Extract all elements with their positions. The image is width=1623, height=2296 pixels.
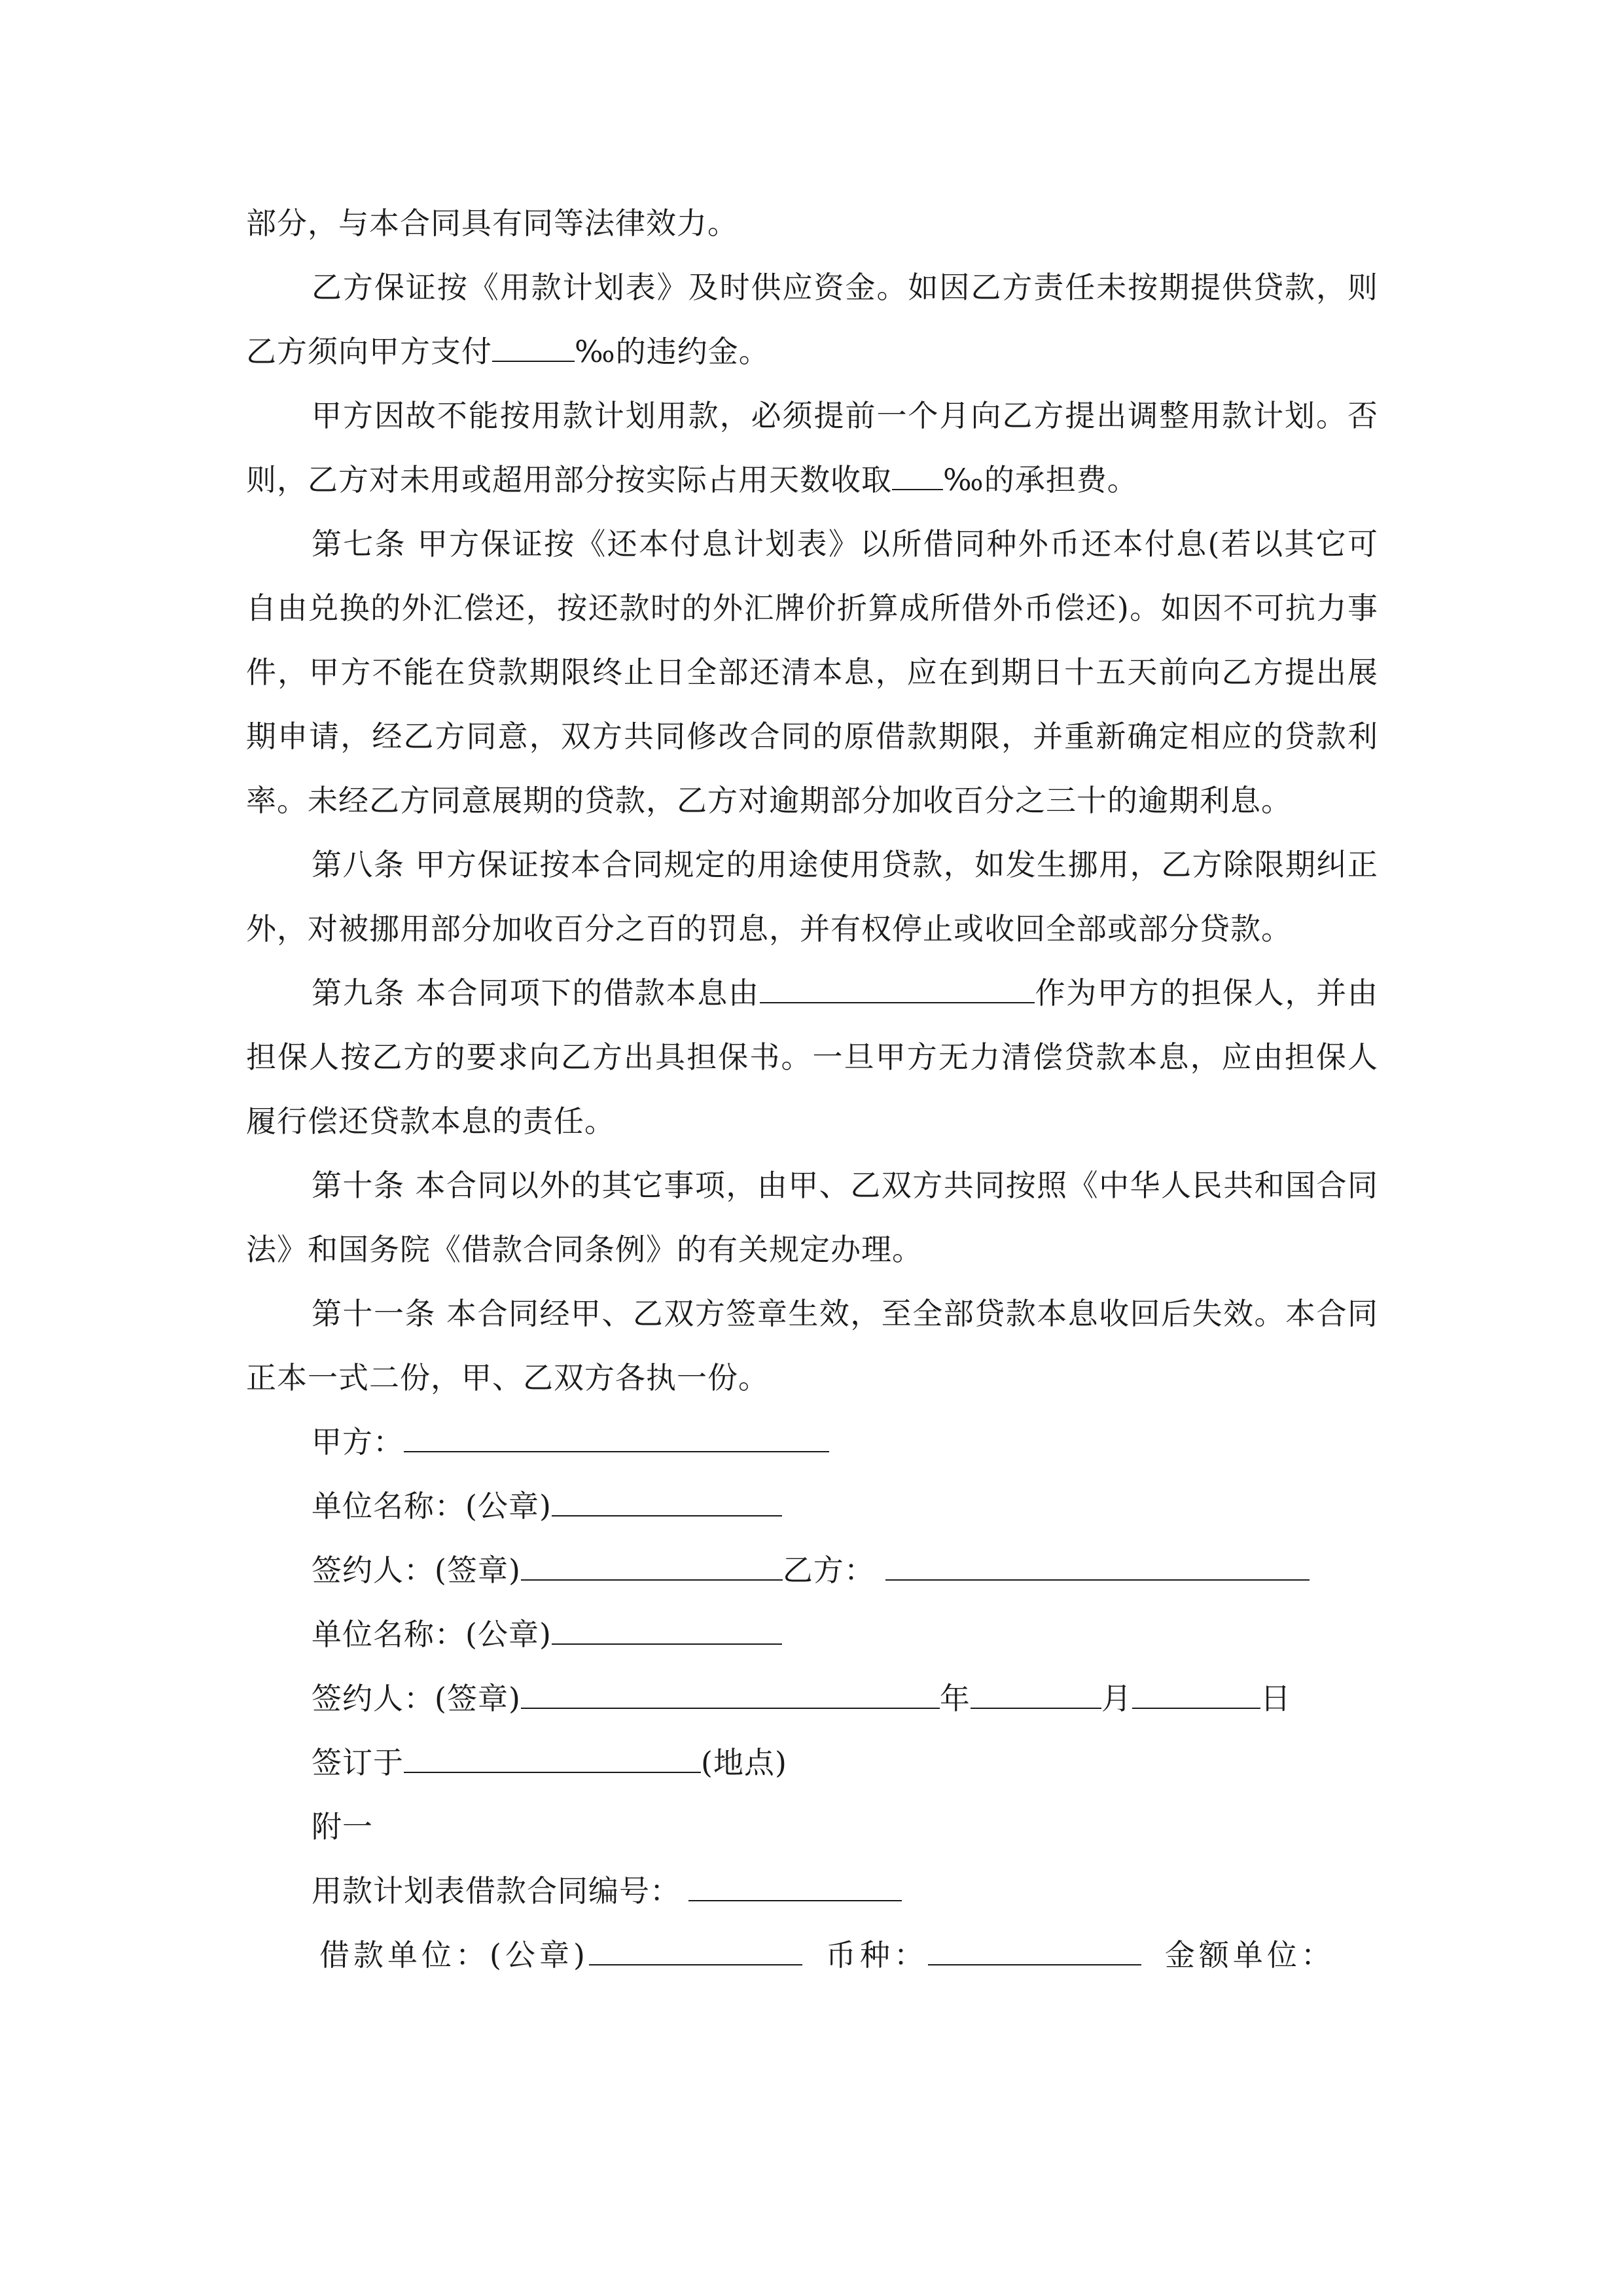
party-a-label: 甲方： [312, 1424, 404, 1460]
text: 第七条 甲方保证按《还本付息计划表》以所借同种外币还本付息(若以其它可自由兑换的外汇偿还，按还款时的外汇牌价折算成所借外币偿还)。如因不可抗力事件，甲方不能在贷款期限终止日全部还清本息，应在到期日十五天前向乙方提出展期申请，经乙方同意，双方共同修改合同的原借款期限，并重新确定相应的贷款利率。未经乙方同意展期的贷款，乙方对逾期部分加收百分之三十的逾期利息。 [246, 526, 1378, 818]
paragraph-adjust-plan [246, 384, 1378, 512]
unit-name-blank-b[interactable] [552, 1615, 782, 1645]
unit-name-line-b [246, 1602, 1378, 1666]
article-10 [246, 1153, 1378, 1282]
text: ‰的违约金。 [575, 334, 770, 369]
text: 第九条 本合同项下的借款本息由 [312, 975, 760, 1011]
text: 第八条 甲方保证按本合同规定的用途使用贷款，如发生挪用，乙方除限期纠正外，对被挪用部分加收百分之百的罚息，并有权停止或收回全部或部分贷款。 [246, 847, 1378, 946]
plan-number-label: 用款计划表借款合同编号： [312, 1873, 681, 1909]
signer-blank-a[interactable] [521, 1551, 783, 1581]
signed-at-line [246, 1731, 1378, 1795]
paragraph-supply-funds [246, 255, 1378, 384]
document-body [246, 191, 1378, 1987]
signer-label: 签约人：(签章) [312, 1552, 521, 1588]
place-blank[interactable] [404, 1743, 701, 1773]
day-blank[interactable] [1132, 1679, 1260, 1709]
unit-name-label: 单位名称：(公章) [312, 1617, 552, 1652]
signer-blank-b[interactable] [521, 1679, 940, 1709]
commitment-fee-blank[interactable] [892, 460, 943, 490]
penalty-rate-blank[interactable] [492, 332, 575, 362]
text: 甲方因故不能按用款计划用款，必须提前一个月向乙方提出调整用款计划。否则，乙方对未用或超用部分按实际占用天数收取 [246, 398, 1378, 497]
text: 第十一条 本合同经甲、乙双方签章生效，至全部贷款本息收回后失效。本合同正本一式二份，甲、乙双方各执一份。 [246, 1296, 1378, 1395]
amount-unit-label: 金额单位： [1164, 1937, 1335, 1973]
month-label: 月 [1101, 1681, 1132, 1716]
signer-line-a [246, 1538, 1378, 1602]
borrower-label: 借款单位：(公章) [319, 1937, 589, 1973]
party-a-line [246, 1410, 1378, 1474]
article-9 [246, 961, 1378, 1153]
day-label: 日 [1260, 1681, 1291, 1716]
party-b-label: 乙方： [782, 1552, 875, 1588]
signer-date-line [246, 1666, 1378, 1731]
text: 乙方保证按《用款计划表》及时供应资金。如因乙方责任未按期提供贷款，则乙方须向甲方支付 [246, 270, 1378, 369]
currency-label: 币种： [825, 1937, 928, 1973]
borrower-blank[interactable] [589, 1935, 802, 1965]
text: 部分，与本合同具有同等法律效力。 [246, 206, 738, 241]
guarantor-blank[interactable] [760, 973, 1035, 1003]
article-8 [246, 833, 1378, 961]
party-a-blank[interactable] [404, 1422, 829, 1452]
signer-label: 签约人：(签章) [312, 1681, 521, 1716]
unit-name-label: 单位名称：(公章) [312, 1488, 552, 1524]
article-7 [246, 512, 1378, 833]
unit-name-blank-a[interactable] [552, 1486, 782, 1516]
paragraph-continuation [246, 191, 1378, 255]
unit-name-line-a [246, 1474, 1378, 1538]
borrower-line [246, 1923, 1378, 1987]
appendix-title-text: 附一 [312, 1809, 373, 1844]
appendix-title [246, 1795, 1378, 1859]
text: 作为甲方的担保人，并由担保人按乙方的要求向乙方出具担保书。一旦甲方无力清偿贷款本息，应由担保人履行偿还贷款本息的责任。 [246, 975, 1379, 1139]
year-label: 年 [939, 1681, 971, 1716]
text: ‰的承担费。 [943, 462, 1138, 497]
place-label: (地点) [701, 1745, 787, 1780]
currency-blank[interactable] [928, 1935, 1141, 1965]
article-11 [246, 1282, 1378, 1410]
party-b-blank[interactable] [885, 1551, 1310, 1581]
contract-number-blank[interactable] [688, 1871, 902, 1901]
plan-number-line [246, 1859, 1378, 1923]
signed-at-label: 签订于 [312, 1745, 404, 1780]
month-blank[interactable] [971, 1679, 1101, 1709]
text: 第十条 本合同以外的其它事项，由甲、乙双方共同按照《中华人民共和国合同法》和国务院《借款合同条例》的有关规定办理。 [246, 1168, 1378, 1267]
